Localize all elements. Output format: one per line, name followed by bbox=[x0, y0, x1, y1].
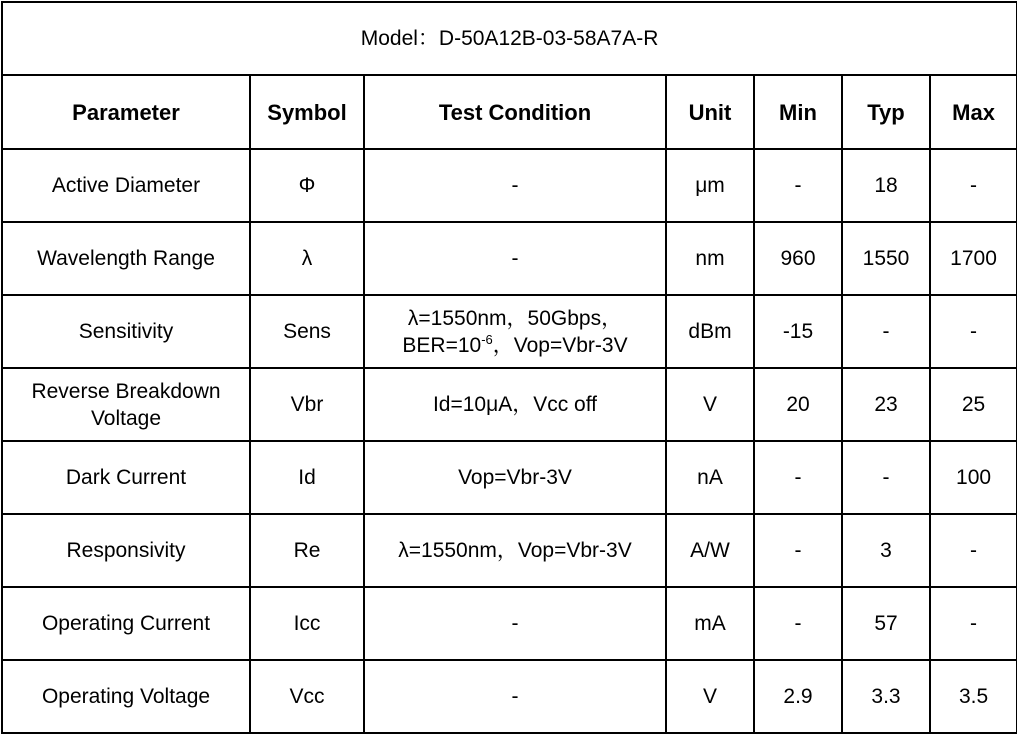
cell-min: - bbox=[754, 149, 842, 222]
cell-parameter: Operating Voltage bbox=[2, 660, 250, 733]
cell-max: 3.5 bbox=[930, 660, 1017, 733]
cell-parameter bbox=[2, 368, 250, 441]
cell-condition bbox=[364, 295, 666, 368]
table-row bbox=[2, 660, 1017, 733]
cell-unit: mA bbox=[666, 587, 754, 660]
cell-unit: V bbox=[666, 368, 754, 441]
cell-max: - bbox=[930, 514, 1017, 587]
cell-condition: - bbox=[364, 587, 666, 660]
title-row bbox=[2, 2, 1017, 75]
cell-unit: dBm bbox=[666, 295, 754, 368]
cell-condition: Vop=Vbr-3V bbox=[364, 441, 666, 514]
condition-ber: BER=10 bbox=[402, 333, 482, 357]
cell-symbol: Vbr bbox=[250, 368, 364, 441]
header-typ: Typ bbox=[842, 75, 930, 149]
cell-unit: nm bbox=[666, 222, 754, 295]
cell-parameter: Wavelength Range bbox=[2, 222, 250, 295]
cell-max: 100 bbox=[930, 441, 1017, 514]
cell-condition: Id=10μA，Vcc off bbox=[364, 368, 666, 441]
cell-max: 1700 bbox=[930, 222, 1017, 295]
table-row bbox=[2, 368, 1017, 441]
cell-min: -15 bbox=[754, 295, 842, 368]
cell-typ: 23 bbox=[842, 368, 930, 441]
cell-parameter: Operating Current bbox=[2, 587, 250, 660]
cell-symbol: Re bbox=[250, 514, 364, 587]
table-row bbox=[2, 441, 1017, 514]
table-row bbox=[2, 587, 1017, 660]
cell-parameter: Responsivity bbox=[2, 514, 250, 587]
header-parameter: Parameter bbox=[2, 75, 250, 149]
cell-max: - bbox=[930, 149, 1017, 222]
cell-typ: - bbox=[842, 295, 930, 368]
cell-typ: 18 bbox=[842, 149, 930, 222]
spec-table bbox=[1, 1, 1017, 734]
header-test-condition: Test Condition bbox=[364, 75, 666, 149]
table-row bbox=[2, 514, 1017, 587]
header-min: Min bbox=[754, 75, 842, 149]
cell-typ: 1550 bbox=[842, 222, 930, 295]
cell-max: - bbox=[930, 295, 1017, 368]
header-symbol: Symbol bbox=[250, 75, 364, 149]
cell-symbol: Sens bbox=[250, 295, 364, 368]
model-title: Model：D-50A12B-03-58A7A-R bbox=[2, 2, 1017, 75]
header-unit: Unit bbox=[666, 75, 754, 149]
cell-symbol: Icc bbox=[250, 587, 364, 660]
table-row bbox=[2, 222, 1017, 295]
cell-typ: 3.3 bbox=[842, 660, 930, 733]
condition-vop: ，Vop=Vbr-3V bbox=[492, 333, 628, 357]
cell-min: - bbox=[754, 587, 842, 660]
table-row bbox=[2, 149, 1017, 222]
parameter-line-2: Voltage bbox=[90, 406, 162, 430]
condition-line-1: λ=1550nm，50Gbps， bbox=[407, 306, 623, 330]
cell-unit: nA bbox=[666, 441, 754, 514]
cell-symbol: λ bbox=[250, 222, 364, 295]
cell-max: - bbox=[930, 587, 1017, 660]
cell-typ: 57 bbox=[842, 587, 930, 660]
cell-typ: - bbox=[842, 441, 930, 514]
header-max: Max bbox=[930, 75, 1017, 149]
header-row bbox=[2, 75, 1017, 149]
cell-parameter: Active Diameter bbox=[2, 149, 250, 222]
cell-parameter: Dark Current bbox=[2, 441, 250, 514]
cell-condition: - bbox=[364, 149, 666, 222]
cell-condition: - bbox=[364, 222, 666, 295]
cell-parameter: Sensitivity bbox=[2, 295, 250, 368]
cell-typ: 3 bbox=[842, 514, 930, 587]
cell-min: - bbox=[754, 441, 842, 514]
cell-condition: - bbox=[364, 660, 666, 733]
cell-unit: μm bbox=[666, 149, 754, 222]
cell-symbol: Vcc bbox=[250, 660, 364, 733]
cell-min: - bbox=[754, 514, 842, 587]
cell-symbol: Id bbox=[250, 441, 364, 514]
cell-symbol: Φ bbox=[250, 149, 364, 222]
parameter-line-1: Reverse Breakdown bbox=[31, 379, 221, 403]
cell-min: 2.9 bbox=[754, 660, 842, 733]
cell-max: 25 bbox=[930, 368, 1017, 441]
cell-unit: A/W bbox=[666, 514, 754, 587]
condition-ber-exponent: -6 bbox=[481, 331, 493, 347]
cell-condition: λ=1550nm，Vop=Vbr-3V bbox=[364, 514, 666, 587]
condition-line-2 bbox=[369, 332, 661, 359]
table-row bbox=[2, 295, 1017, 368]
cell-min: 960 bbox=[754, 222, 842, 295]
cell-min: 20 bbox=[754, 368, 842, 441]
cell-unit: V bbox=[666, 660, 754, 733]
